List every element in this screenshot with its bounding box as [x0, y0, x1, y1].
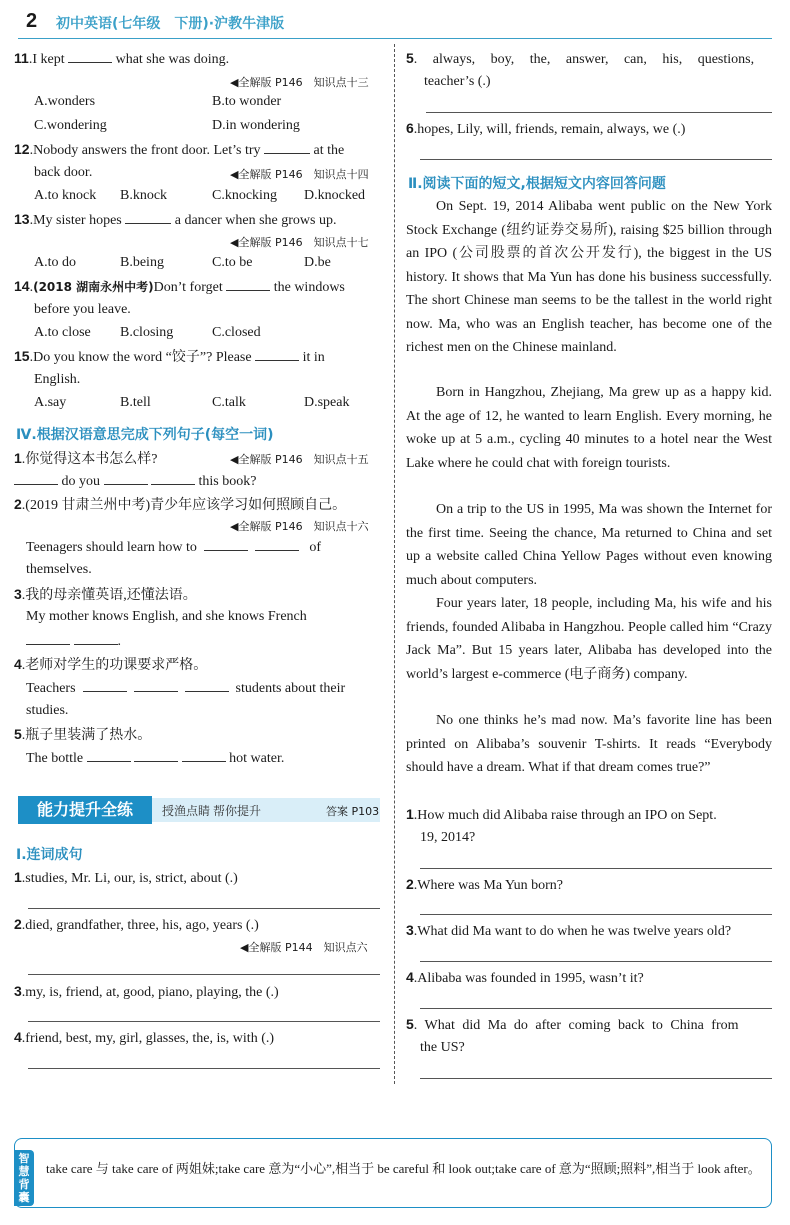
sec1-item-3: 3.my, is, friend, at, good, piano, playing, the (.) — [14, 983, 279, 1000]
tip-label: 智慧背囊 — [14, 1150, 34, 1206]
option-c[interactable]: C.talk — [212, 395, 246, 410]
sec4-item-3-cn: 3.我的母亲懂英语,还懂法语。 — [14, 586, 197, 603]
option-a[interactable]: A.say — [34, 395, 67, 410]
section-2-title: Ⅱ.阅读下面的短文,根据短文内容回答问题 — [408, 176, 666, 192]
answer-line[interactable] — [420, 159, 772, 160]
sec1-item-4: 4.friend, best, my, girl, glasses, the, is, with (.) — [14, 1029, 275, 1046]
answer-blank[interactable] — [264, 140, 310, 154]
passage-paragraph-1: On Sept. 19, 2014 Alibaba went public on the New York Stock Exchange (纽约证券交易所), raising $25 billion through an IPO (公司股票的首次公开发行), the biggest in the US history. It shows that Ma Yun has done his business successfully. The short Chinese man seems to be the tallest in the world right now. Ma, who was an English teacher, has become one of the richest men on the Chinese mainland. — [406, 199, 772, 355]
reading-question-1-cont: 19, 2014? — [420, 830, 476, 845]
option-b[interactable]: B.knock — [120, 188, 168, 203]
question-15-cont: English. — [34, 372, 81, 387]
right-q6: 6.hopes, Lily, will, friends, remain, always, we (.) — [406, 120, 686, 137]
option-c[interactable]: C.wondering — [34, 118, 107, 133]
sec4-item-1-cn: 1.你觉得这本书怎么样? — [14, 450, 158, 467]
right-q5-cont: teacher’s (.) — [424, 74, 491, 89]
question-15: 15.Do you know the word “饺子”? Please it in — [14, 348, 325, 365]
reference-note: ◀全解版 P146 知识点十六 — [230, 520, 369, 533]
header-divider — [18, 38, 772, 39]
option-d[interactable]: D.in wondering — [212, 118, 300, 133]
option-a[interactable]: A.to do — [34, 255, 76, 270]
sec4-item-2-cn: 2.(2019 甘肃兰州中考)青少年应该学习如何照顾自己。 — [14, 496, 347, 513]
sec4-item-1-en: do you this book? — [14, 471, 256, 492]
question-12-cont: back door. — [34, 165, 93, 180]
option-d[interactable]: D.knocked — [304, 188, 366, 203]
reading-question-2: 2.Where was Ma Yun born? — [406, 876, 563, 893]
option-b[interactable]: B.to wonder — [212, 94, 282, 109]
answer-blank[interactable] — [226, 277, 270, 291]
reference-note: ◀全解版 P146 知识点十五 — [230, 453, 369, 466]
option-c[interactable]: C.closed — [212, 325, 261, 340]
option-b[interactable]: B.being — [120, 255, 164, 270]
banner-label: 能力提升全练 — [18, 796, 152, 824]
answer-blank[interactable] — [68, 49, 112, 63]
option-a[interactable]: A.to knock — [34, 188, 97, 203]
question-11: 11.I kept what she was doing. — [14, 50, 230, 67]
question-13: 13.My sister hopes a dancer when she grows up. — [14, 211, 337, 228]
tip-text: take care 与 take care of 两姐妹;take care 意为“小心”,相当于 be careful 和 look out;take care of 意为“照顾;照料”,相当于 look after。 — [46, 1161, 761, 1176]
option-d[interactable]: D.speak — [304, 395, 350, 410]
sec1-item-1: 1.studies, Mr. Li, our, is, strict, about (.) — [14, 869, 238, 886]
option-c[interactable]: C.knocking — [212, 188, 277, 203]
answer-line[interactable] — [28, 908, 380, 909]
answer-line[interactable] — [420, 961, 772, 962]
section-4-title: Ⅳ.根据汉语意思完成下列句子(每空一词) — [16, 427, 274, 443]
option-a[interactable]: A.to close — [34, 325, 91, 340]
answer-line[interactable] — [28, 1068, 380, 1069]
right-q5: 5. always, boy, the, answer, can, his, questions, — [406, 50, 755, 67]
answer-line[interactable] — [426, 112, 772, 113]
option-b[interactable]: B.tell — [120, 395, 151, 410]
reference-note: ◀全解版 P146 知识点十七 — [230, 236, 369, 249]
sec4-item-5-cn: 5.瓶子里装满了热水。 — [14, 726, 152, 743]
reference-note: ◀全解版 P144 知识点六 — [240, 941, 368, 954]
passage-paragraph-3: On a trip to the US in 1995, Ma was shown the Internet for the first time. Seeing the chance, Ma returned to China and set up a website called China Yellow Pages without even knowing much about computers. — [406, 502, 772, 588]
passage-paragraph-2: Born in Hangzhou, Zhejiang, Ma grew up as a happy kid. At the age of 12, he wanted to learn English. Every morning, he woke up at 5 a.m., cycling 40 minutes to a hotel near the West Lake where he could chat with foreign tourists. — [406, 385, 772, 471]
banner-answer-ref: 答案 P103 — [326, 805, 380, 818]
sec4-item-2-en: Teenagers should learn how to of — [26, 537, 380, 558]
answer-line[interactable] — [420, 868, 772, 869]
sec4-item-3-en: My mother knows English, and she knows French — [26, 609, 307, 624]
reference-note: ◀全解版 P146 知识点十三 — [230, 76, 369, 89]
answer-line[interactable] — [28, 1021, 380, 1022]
question-12: 12.Nobody answers the front door. Let’s try at the — [14, 141, 345, 158]
section-1-title: Ⅰ.连词成句 — [16, 847, 83, 863]
passage-paragraph-5: No one thinks he’s mad now. Ma’s favorite line has been printed on Alibaba’s souvenir T-shirts. It reads “Everybody should have a dream. What if that dream comes true?” — [406, 713, 772, 775]
reading-question-5-cont: the US? — [420, 1040, 465, 1055]
reading-question-3: 3.What did Ma want to do when he was twelve years old? — [406, 922, 732, 939]
book-title: 初中英语(七年级 下册)·沪教牛津版 — [56, 16, 285, 32]
option-d[interactable]: D.be — [304, 255, 331, 270]
sec1-item-2: 2.died, grandfather, three, his, ago, years (.) — [14, 916, 259, 933]
answer-line[interactable] — [420, 1078, 772, 1079]
option-c[interactable]: C.to be — [212, 255, 253, 270]
page-number: 2 — [26, 10, 38, 32]
reading-question-5: 5. What did Ma do after coming back to China from — [406, 1016, 739, 1033]
sec4-item-5-en: The bottle hot water. — [26, 748, 284, 769]
option-a[interactable]: A.wonders — [34, 94, 96, 109]
reference-note: ◀全解版 P146 知识点十四 — [230, 168, 369, 181]
sec4-item-4-en-cont: studies. — [26, 703, 69, 718]
answer-blank[interactable] — [255, 347, 299, 361]
question-14: 14.(2018 湖南永州中考)Don’t forget the windows — [14, 278, 345, 295]
answer-line[interactable] — [420, 914, 772, 915]
sec4-item-4-cn: 4.老师对学生的功课要求严格。 — [14, 656, 208, 673]
sec4-item-3-en-cont: . — [26, 631, 121, 652]
option-b[interactable]: B.closing — [120, 325, 174, 340]
answer-line[interactable] — [28, 974, 380, 975]
sec4-item-2-en-cont: themselves. — [26, 562, 92, 577]
reading-question-1: 1.How much did Alibaba raise through an IPO on Sept. — [406, 806, 717, 823]
banner-subtitle: 授渔点睛 帮你提升 — [162, 804, 262, 818]
column-divider — [394, 44, 395, 1084]
sec4-item-4-en: Teachers students about their — [26, 678, 345, 699]
reading-question-4: 4.Alibaba was founded in 1995, wasn’t it? — [406, 969, 644, 986]
question-14-cont: before you leave. — [34, 302, 131, 317]
answer-blank[interactable] — [125, 210, 171, 224]
answer-line[interactable] — [420, 1008, 772, 1009]
passage-paragraph-4: Four years later, 18 people, including Ma, his wife and his friends, founded Alibaba in Hangzhou. People called him “Crazy Jack Ma”. But 15 years later, Alibaba has developed into the world’s largest e-commerce (电子商务) company. — [406, 596, 772, 682]
